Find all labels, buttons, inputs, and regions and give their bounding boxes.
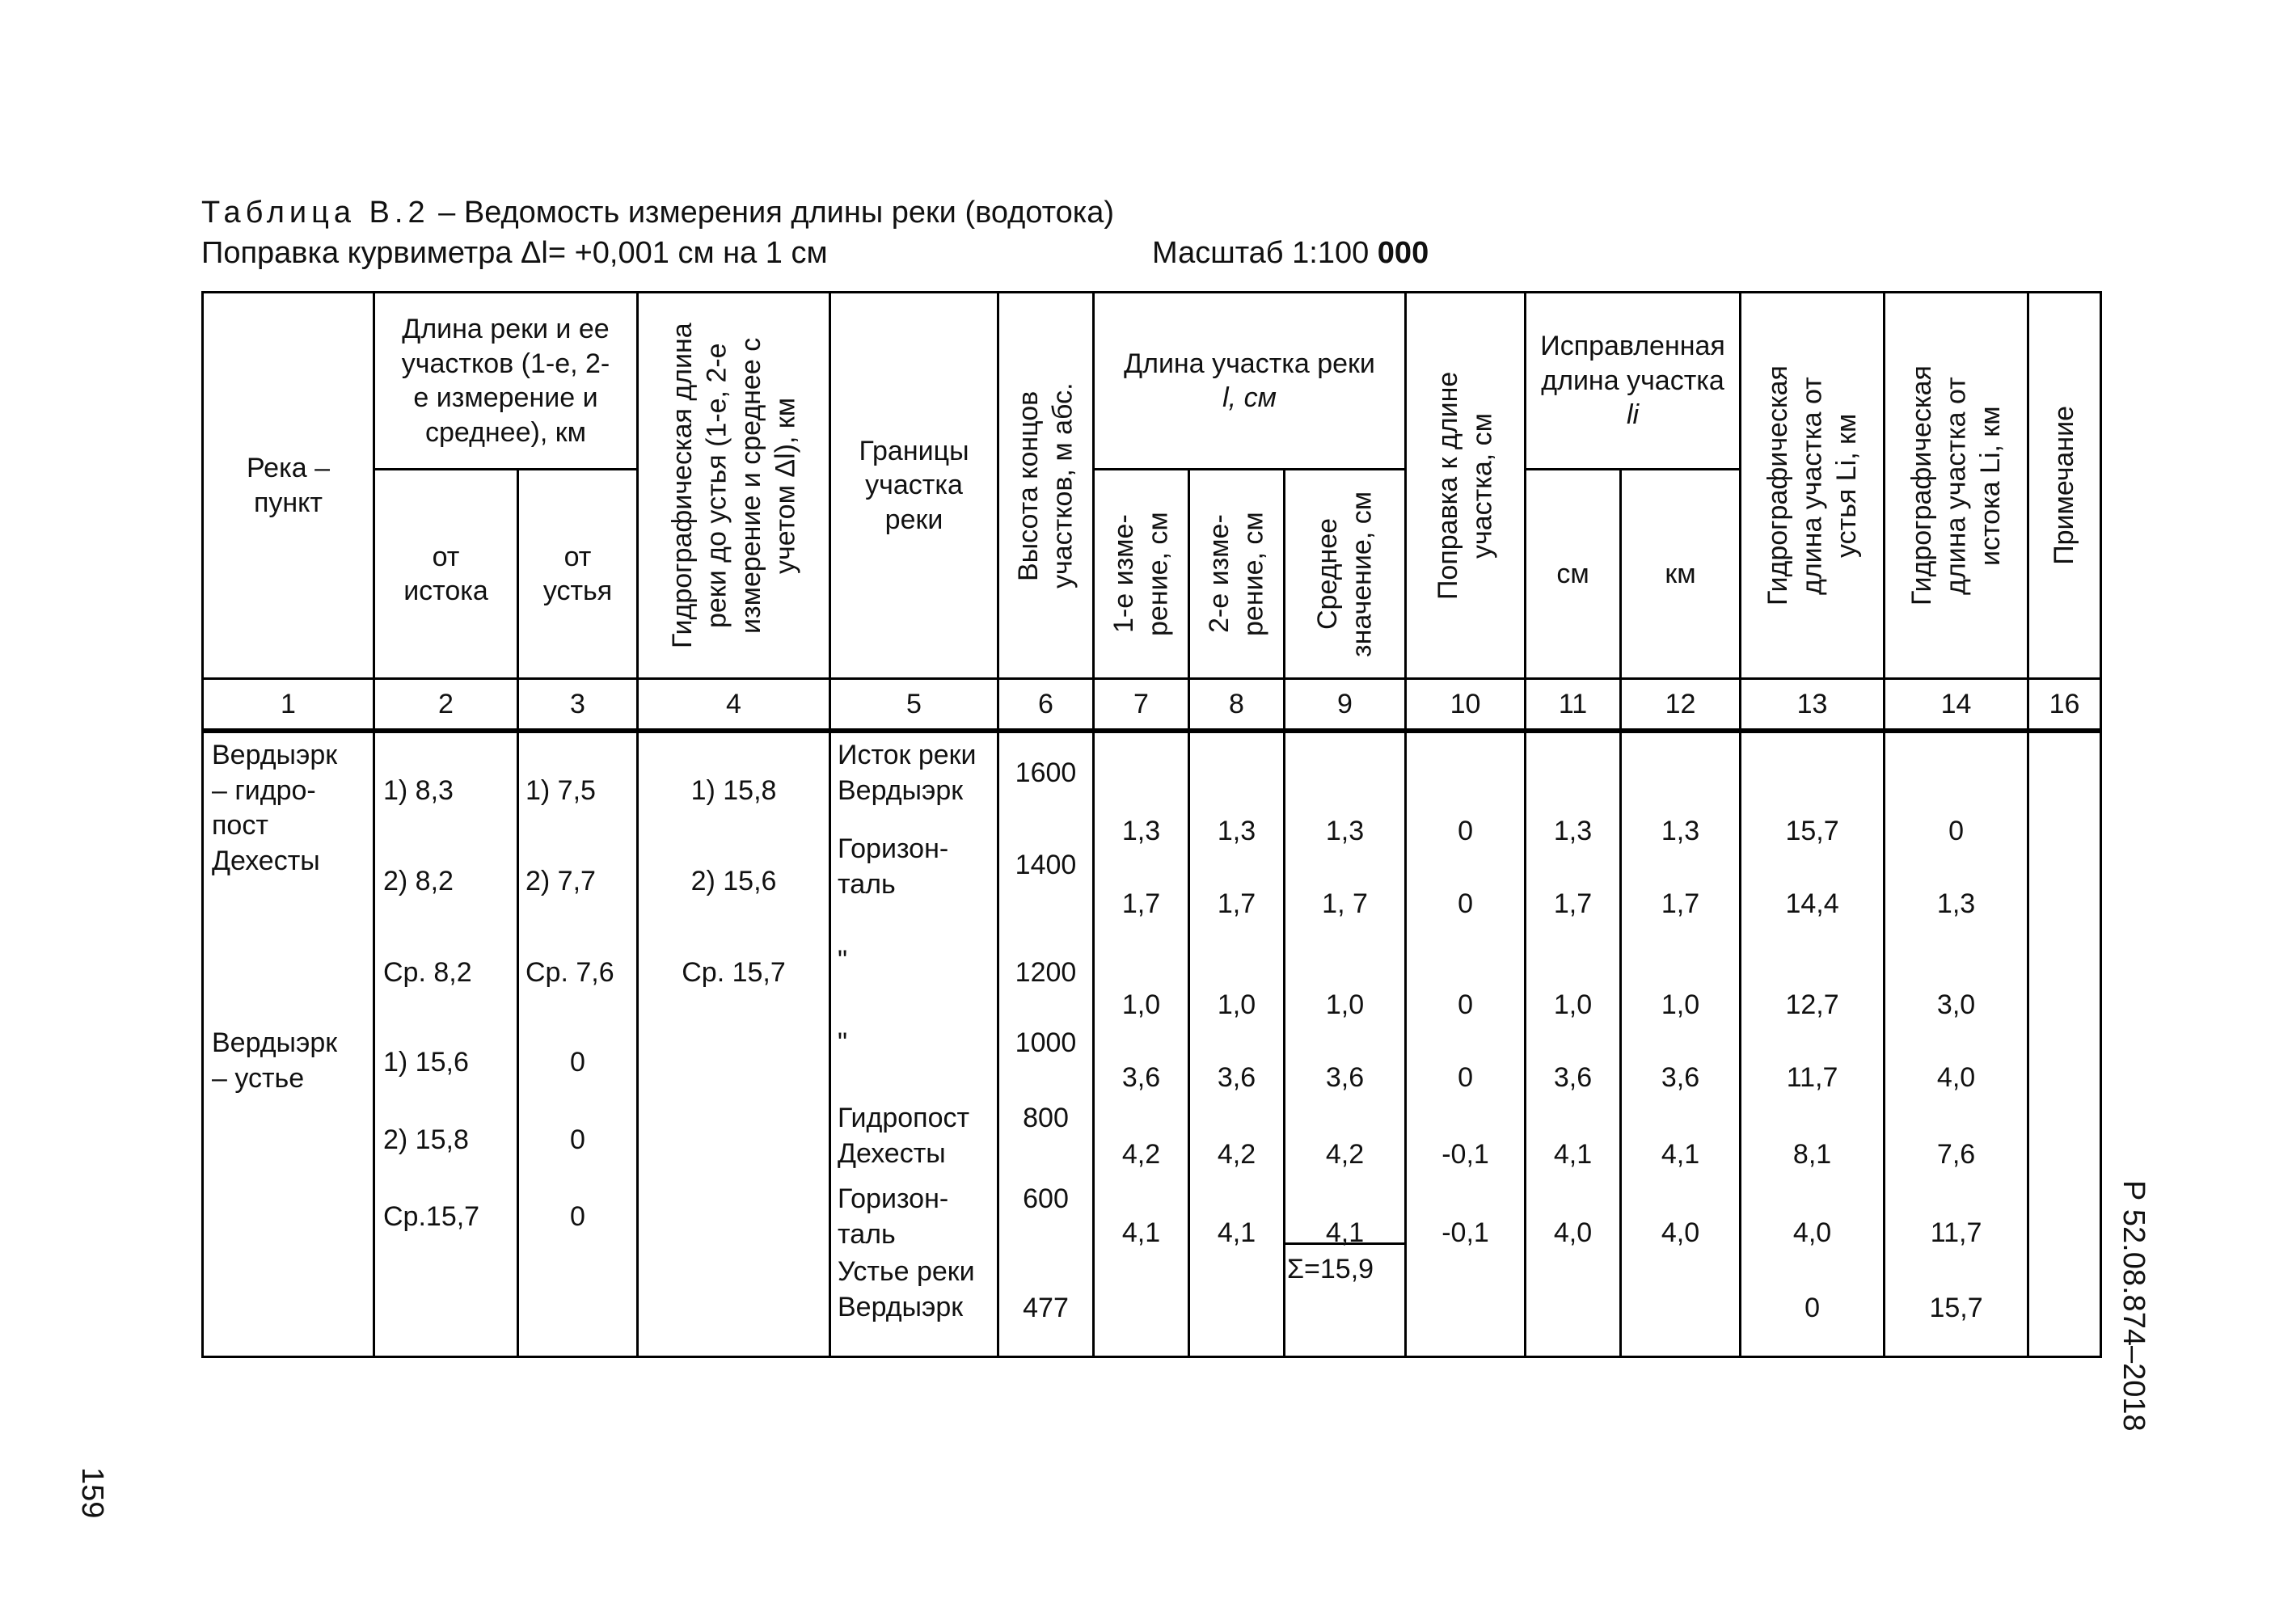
header-length-correction: Поправка к длине участка, см — [1406, 293, 1526, 679]
cell-corrected-cm — [1526, 731, 1621, 1357]
cell-first-measurement — [1094, 731, 1189, 1357]
mean-sum: Σ=15,9 — [1287, 1254, 1374, 1284]
river-point-text-line: пост — [212, 810, 268, 842]
col-number: 2 — [374, 679, 518, 732]
length-from-mouth: 0 — [570, 1201, 585, 1232]
first-measurement: 3,6 — [1121, 1062, 1161, 1093]
section-boundary — [838, 943, 847, 979]
river-point-text-line: Вердыэрк — [212, 740, 338, 770]
length-correction: -0,1 — [1441, 1217, 1489, 1248]
header-corrected-cm: см — [1526, 470, 1621, 679]
cell-length-correction — [1406, 731, 1526, 1357]
length-from-mouth: 1) 7,5 — [526, 775, 596, 806]
corrected-km: 4,1 — [1661, 1139, 1700, 1170]
second-measurement: 1,7 — [1217, 888, 1256, 919]
section-boundary — [838, 832, 948, 902]
section-boundary — [838, 1182, 948, 1252]
corrected-km: 1,3 — [1661, 816, 1700, 846]
length-from-source: 2) 15,8 — [383, 1124, 469, 1155]
hydro-from-mouth: 0 — [1804, 1293, 1821, 1323]
length-from-mouth: 0 — [570, 1047, 585, 1078]
length-correction: 0 — [1458, 888, 1473, 919]
section-boundary-line: Дехесты — [838, 1137, 946, 1169]
end-height: 1600 — [1015, 757, 1077, 788]
section-boundary-line: Устье реки — [838, 1256, 975, 1287]
corrected-cm: 1,7 — [1553, 888, 1593, 919]
second-measurement: 3,6 — [1217, 1062, 1256, 1093]
col-number: 10 — [1406, 679, 1526, 732]
col-number: 11 — [1526, 679, 1621, 732]
header-second-measurement: 2-е изме-рение, см — [1189, 470, 1285, 679]
table-label: Таблица В.2 — [201, 196, 430, 230]
second-measurement: 4,2 — [1217, 1139, 1256, 1170]
corrected-cm: 3,6 — [1553, 1062, 1593, 1093]
corrected-km: 3,6 — [1661, 1062, 1700, 1093]
length-correction: 0 — [1458, 816, 1473, 846]
header-first-measurement: 1-е изме-рение, см — [1094, 470, 1189, 679]
header-hydro-length-to-mouth: Гидрографическая длина реки до устья (1-е, 2-е измерение и среднее с учетом Δl), км — [638, 293, 830, 679]
mean-value: 4,2 — [1325, 1139, 1365, 1170]
cell-end-heights — [998, 731, 1094, 1357]
col-number: 14 — [1885, 679, 2028, 732]
mean-value: 1, 7 — [1322, 888, 1368, 919]
page-number: 159 — [75, 1467, 109, 1519]
cell-section-boundaries — [830, 731, 998, 1357]
first-measurement: 1,3 — [1121, 816, 1161, 846]
section-length-title: Длина участка реки — [1124, 348, 1375, 379]
end-height: 1000 — [1015, 1027, 1077, 1058]
section-boundary — [838, 738, 977, 808]
corrected-cm: 4,0 — [1553, 1217, 1593, 1248]
cell-hydro-from-source — [1885, 731, 2028, 1357]
hydro-from-mouth: 15,7 — [1785, 816, 1839, 846]
first-measurement: 4,2 — [1121, 1139, 1161, 1170]
hydro-from-mouth: 8,1 — [1792, 1139, 1832, 1170]
cell-note — [2028, 731, 2101, 1357]
section-boundary-line: " — [838, 945, 848, 976]
header-mean-value: Среднее значение, см — [1285, 470, 1406, 679]
hydro-from-source: 4,0 — [1936, 1062, 1976, 1093]
hydro-length-value: 2) 15,6 — [690, 866, 777, 896]
hydro-from-mouth: 12,7 — [1785, 989, 1839, 1020]
cell-from-source — [374, 731, 518, 1357]
section-boundary-line: таль — [838, 1218, 896, 1250]
corrected-cm: 4,1 — [1553, 1139, 1593, 1170]
end-height: 1200 — [1015, 957, 1077, 988]
river-point-text-line: – гидро- — [212, 774, 316, 806]
header-from-mouth: от устья — [518, 470, 638, 679]
length-from-mouth: Ср. 7,6 — [526, 957, 614, 988]
river-point-text-line: Вердыэрк — [212, 1027, 338, 1058]
section-boundary-line: Горизон- — [838, 1183, 949, 1214]
first-measurement: 4,1 — [1121, 1217, 1161, 1248]
hydro-length-value: Ср. 15,7 — [682, 957, 786, 988]
second-measurement: 1,3 — [1217, 816, 1256, 846]
river-point-text-line: – устье — [212, 1062, 305, 1094]
scale-bold: 000 — [1377, 236, 1429, 270]
corrected-length-title: Исправленная длина участка — [1540, 331, 1725, 396]
col-number: 4 — [638, 679, 830, 732]
col-number: 16 — [2028, 679, 2101, 732]
section-length-unit: l, см — [1222, 382, 1277, 413]
mean-value: 1,0 — [1325, 989, 1365, 1020]
corrected-cm: 1,0 — [1553, 989, 1593, 1020]
header-from-source: от истока — [374, 470, 518, 679]
second-measurement: 4,1 — [1217, 1217, 1256, 1248]
corrected-km: 1,0 — [1661, 989, 1700, 1020]
length-from-source: 1) 8,3 — [383, 775, 454, 806]
header-river-length-group: Длина реки и ее участков (1-е, 2-е измерение и среднее), км — [374, 293, 638, 470]
river-point-text-line: Дехесты — [212, 845, 320, 876]
header-corrected-km: км — [1621, 470, 1741, 679]
hydro-from-source: 0 — [1948, 816, 1965, 846]
cell-from-mouth — [518, 731, 638, 1357]
end-height: 477 — [1023, 1293, 1069, 1323]
measurement-table — [201, 291, 2102, 1358]
section-boundary — [838, 1101, 969, 1171]
length-from-source: 2) 8,2 — [383, 866, 454, 896]
document-number: Р 52.08.874–2018 — [2117, 1180, 2151, 1432]
header-hydro-length-from-mouth: Гидрографическая длина участка от устья Li, км — [1741, 293, 1885, 679]
section-boundary-line: Гидропост — [838, 1103, 970, 1133]
hydro-from-source: 7,6 — [1936, 1139, 1976, 1170]
col-number: 5 — [830, 679, 998, 732]
section-boundary-line: Исток реки — [838, 740, 977, 770]
first-measurement: 1,7 — [1121, 888, 1161, 919]
col-number: 9 — [1285, 679, 1406, 732]
hydro-length-value: 1) 15,8 — [690, 775, 777, 806]
cell-mean-value — [1285, 731, 1406, 1357]
cell-hydro-from-mouth — [1741, 731, 1885, 1357]
second-measurement: 1,0 — [1217, 989, 1256, 1020]
section-boundary — [838, 1255, 975, 1325]
cell-river-point — [203, 731, 374, 1357]
cell-corrected-km — [1621, 731, 1741, 1357]
end-height: 800 — [1023, 1103, 1069, 1133]
length-from-source: 1) 15,6 — [383, 1047, 469, 1078]
table-caption — [201, 197, 1114, 228]
cell-hydro-length — [638, 731, 830, 1357]
corrected-km: 1,7 — [1661, 888, 1700, 919]
length-from-source: Ср.15,7 — [383, 1201, 480, 1232]
header-corrected-length-group — [1526, 293, 1741, 470]
hydro-from-mouth: 11,7 — [1786, 1062, 1838, 1093]
col-number: 1 — [203, 679, 374, 732]
header-end-heights: Высота концов участков, м абс. — [998, 293, 1094, 679]
col-number: 13 — [1741, 679, 1885, 732]
hydro-from-source: 1,3 — [1936, 888, 1976, 919]
hydro-from-source: 15,7 — [1929, 1293, 1983, 1323]
section-boundary-line: таль — [838, 868, 896, 900]
length-from-mouth: 0 — [570, 1124, 585, 1155]
river-point-text — [212, 1026, 337, 1096]
col-number: 12 — [1621, 679, 1741, 732]
column-numbers-row — [203, 679, 2101, 732]
corrected-cm: 1,3 — [1553, 816, 1593, 846]
table-title: – Ведомость измерения длины реки (водотока) — [429, 196, 1114, 230]
mean-value: 1,3 — [1325, 816, 1365, 846]
length-from-source: Ср. 8,2 — [383, 957, 472, 988]
section-boundary — [838, 1026, 847, 1061]
end-height: 1400 — [1015, 850, 1077, 880]
scale-text: Масштаб 1:100 — [1152, 236, 1378, 270]
header-river-point: Река – пункт — [203, 293, 374, 679]
length-correction: 0 — [1458, 989, 1473, 1020]
hydro-from-mouth: 14,4 — [1785, 888, 1839, 919]
col-number: 8 — [1189, 679, 1285, 732]
hydro-from-source: 11,7 — [1930, 1217, 1982, 1248]
first-measurement: 1,0 — [1121, 989, 1161, 1020]
hydro-from-source: 3,0 — [1936, 989, 1976, 1020]
data-row — [203, 731, 2101, 1357]
length-from-mouth: 2) 7,7 — [526, 866, 596, 896]
section-boundary-line: Вердыэрк — [838, 774, 964, 806]
col-number: 6 — [998, 679, 1094, 732]
mean-value: 3,6 — [1325, 1062, 1365, 1093]
header-section-boundaries: Границы участка реки — [830, 293, 998, 679]
length-correction: -0,1 — [1441, 1139, 1489, 1170]
length-correction: 0 — [1458, 1062, 1473, 1093]
section-boundary-line: Вердыэрк — [838, 1291, 964, 1322]
end-height: 600 — [1023, 1183, 1069, 1214]
curvimeter-correction: Поправка курвиметра Δl= +0,001 см на 1 см — [201, 236, 828, 270]
section-boundary-line: Горизон- — [838, 833, 949, 864]
header-section-length-group — [1094, 293, 1406, 470]
header-hydro-length-from-source: Гидрографическая длина участка от истока Li, км — [1885, 293, 2028, 679]
corrected-length-unit: li — [1626, 399, 1640, 431]
section-boundary-line: " — [838, 1027, 848, 1058]
col-number: 7 — [1094, 679, 1189, 732]
corrected-km: 4,0 — [1661, 1217, 1700, 1248]
mean-value: 4,1 — [1325, 1217, 1365, 1248]
river-point-text — [212, 738, 337, 879]
header-note: Примечание — [2028, 293, 2101, 679]
cell-second-measurement — [1189, 731, 1285, 1357]
hydro-from-mouth: 4,0 — [1792, 1217, 1832, 1248]
scale-label — [1152, 238, 1429, 268]
col-number: 3 — [518, 679, 638, 732]
